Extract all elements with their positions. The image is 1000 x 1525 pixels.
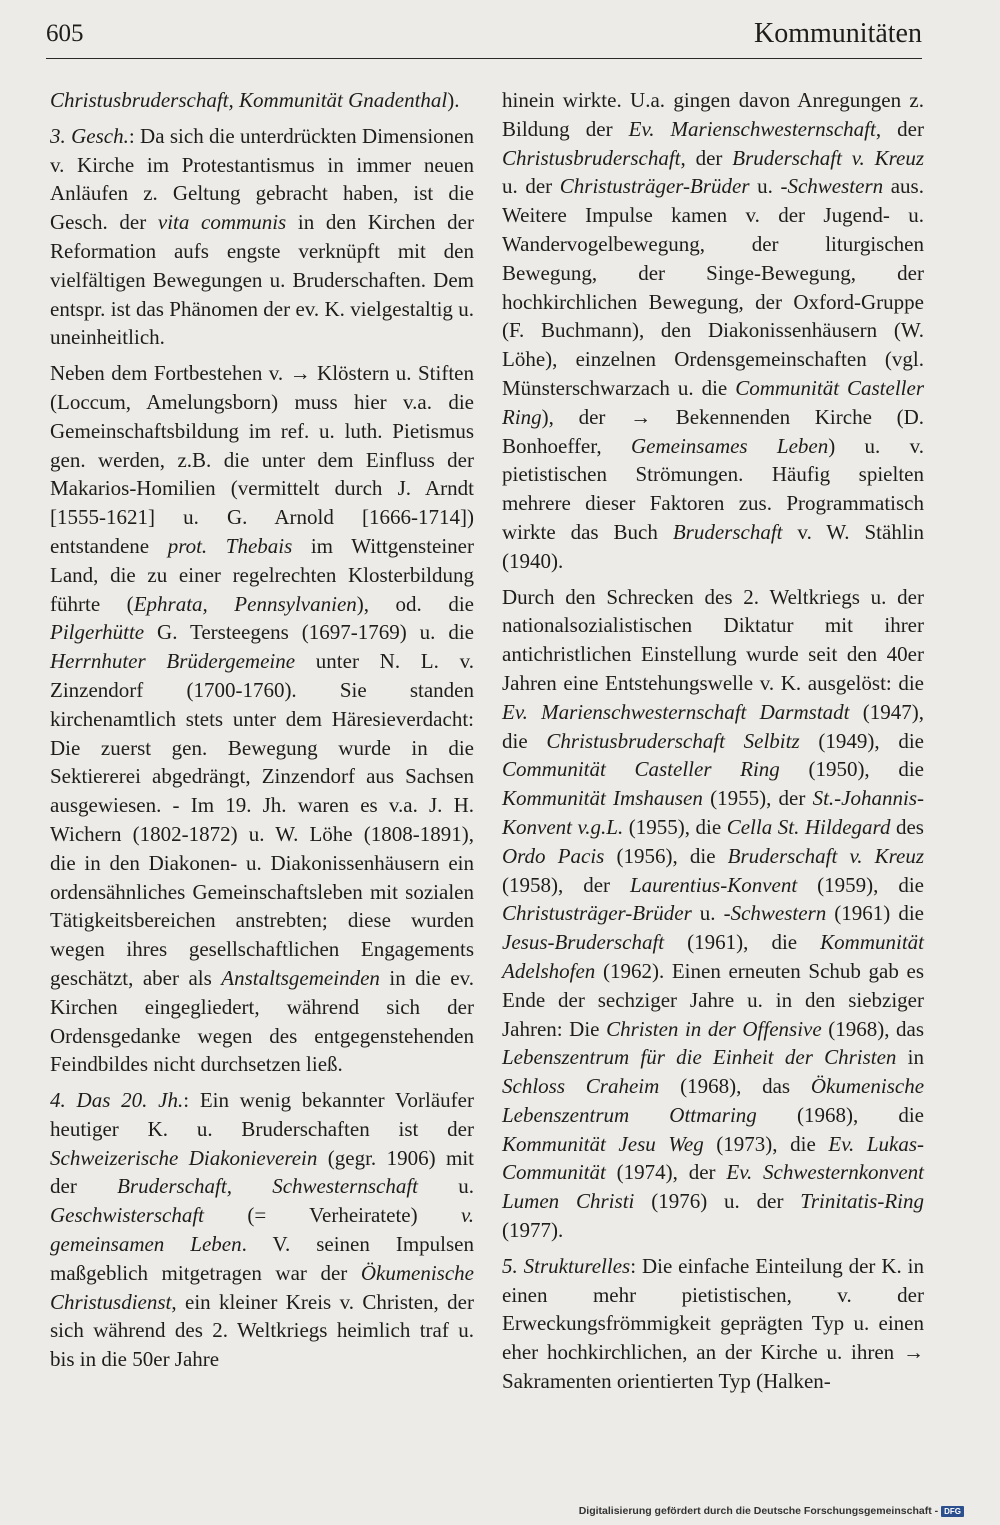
paragraph: Durch den Schrecken des 2. Weltkriegs u. der nationalsozialistischen Diktatur mit ihrer antichristlichen Einstellung wurde seit den 40er Jahren eine Entstehungswelle v. K. ausgelöst: die Ev. Marienschwesternschaft Darmstadt (1947), die Christusbruderschaft Selbitz (1949), die Communität Casteller Ring (1950), die Kommunität Imshausen (1955), der St.-Johannis-Konvent v.g.L. (1955), die Cella St. Hildegard des Ordo Pacis (1956), die Bruderschaft v. Kreuz (1958), der Laurentius-Konvent (1959), die Christusträger-Brüder u. -Schwestern (1961) die Jesus-Bruderschaft (1961), die Kommunität Adelshofen (1962). Einen erneuten Schub gab es Ende der sechziger Jahre u. in den siebziger Jahren: Die Christen in der Offensive (1968), das Lebenszentrum für die Einheit der Christen in Schloss Craheim (1968), das Ökumenische Lebenszentrum Ottmaring (1968), die Kommunität Jesu Weg (1973), die Ev. Lukas-Communität (1974), der Ev. Schwesternkonvent Lumen Christi (1976) u. der Trinitatis-Ring (1977). — [502, 584, 925, 1243]
paragraph: 4. Das 20. Jh.: Ein wenig bekannter Vorläufer heutiger K. u. Bruderschaften ist der Schweizerische Diakonieverein (gegr. 1906) mit der Bruderschaft, Schwesternschaft u. Geschwisterschaft (= Verheiratete) v. gemeinsamen Leben. V. seinen Impulsen maßgeblich mitgetragen war der Ökumenische Christusdienst, ein kleiner Kreis v. Christen, der sich während des 2. Weltkriegs heimlich traf u. bis in die 50er Jahre — [50, 1088, 474, 1372]
page-header — [46, 18, 922, 59]
right-text-column — [502, 86, 924, 1403]
paragraph: Christusbruderschaft, Kommunität Gnadenthal). — [50, 88, 460, 112]
dfg-logo-icon: DFG — [941, 1506, 964, 1517]
funding-note: Digitalisierung gefördert durch die Deutsche Forschungsgemeinschaft - — [578, 1505, 939, 1517]
page-footer — [579, 1505, 964, 1517]
paragraph: 3. Gesch.: Da sich die unterdrückten Dimensionen v. Kirche im Protestantismus in immer neuen Anläufen z. Geltung gebracht haben, ist die Gesch. der vita communis in den Kirchen der Reformation aufs engste verknüpft mit den vielfältigen Bewegungen u. Bruderschaften. Dem entspr. ist das Phänomen der ev. K. vielgestaltig u. uneinheitlich. — [50, 123, 475, 350]
running-title: Kommunitäten — [754, 18, 922, 49]
left-text-column — [50, 86, 474, 1381]
page-number: 605 — [46, 20, 84, 47]
paragraph: hinein wirkte. U.a. gingen davon Anregungen z. Bildung der Ev. Marienschwesternschaft, der Christusbruderschaft, der Bruderschaft v. Kreuz u. der Christusträger-Brüder u. -Schwestern aus. Weitere Impulse kamen v. der Jugend- u. Wandervogelbewegung, der liturgischen Bewegung, der Singe-Bewegung, der hochkirchlichen Bewegung, der Oxford-Gruppe (F. Buchmann), den Diakonissenhäusern (W. Löhe), einzelnen Ordensgemeinschaften (vgl. Münsterschwarzach u. die Communität Casteller Ring), der → Bekennenden Kirche (D. Bonhoeffer, Gemeinsames Leben) u. v. pietistischen Strömungen. Häufig spielten mehrere dieser Faktoren zus. Programmatisch wirkte das Buch Bruderschaft v. W. Stählin (1940). — [502, 88, 924, 573]
paragraph: 5. Strukturelles: Die einfache Einteilung der K. in einen mehr pietistischen, v. der Erweckungsfrömmigkeit geprägten Typ u. einen eher hochkirchlichen, an der Kirche u. ihren → Sakramenten orientierten Typ (Halken- — [502, 1253, 924, 1394]
paragraph: Neben dem Fortbestehen v. → Klöstern u. Stiften (Loccum, Amelungsborn) muss hier v.a. die Gemeinschaftsbildung im ref. u. luth. Pietismus gen. werden, z.B. die unter dem Einfluss der Makarios-Homilien (vermittelt durch J. Arndt [1555-1621] u. G. Arnold [1666-1714]) entstandene prot. Thebais im Wittgensteiner Land, die zu einer regelrechten Klosterbildung führte (Ephrata, Pennsylvanien), od. die Pilgerhütte G. Tersteegens (1697-1769) u. die Herrnhuter Brüdergemeine unter N. L. v. Zinzendorf (1700-1760). Sie standen kirchenamtlich stets unter dem Häresieverdacht: Die zuerst gen. Bewegung wurde in die Sektiererei abgedrängt, Zinzendorf aus Sachsen ausgewiesen. - Im 19. Jh. waren es v.a. J. H. Wichern (1802-1872) u. W. Löhe (1808-1891), die in den Diakonen- u. Diakonissenhäusern ein ordensähnliches Gemeinschaftsleben mit sozialen Tätigkeitsbereichen anstrebten; diese wurden wegen ihres gesellschaftlichen Engagements geschätzt, aber als Anstaltsgemeinden in die ev. Kirchen eingegliedert, während sich der Ordensgedanke wegen des entgegenstehenden Feindbildes nicht durchsetzen ließ. — [50, 361, 474, 1077]
